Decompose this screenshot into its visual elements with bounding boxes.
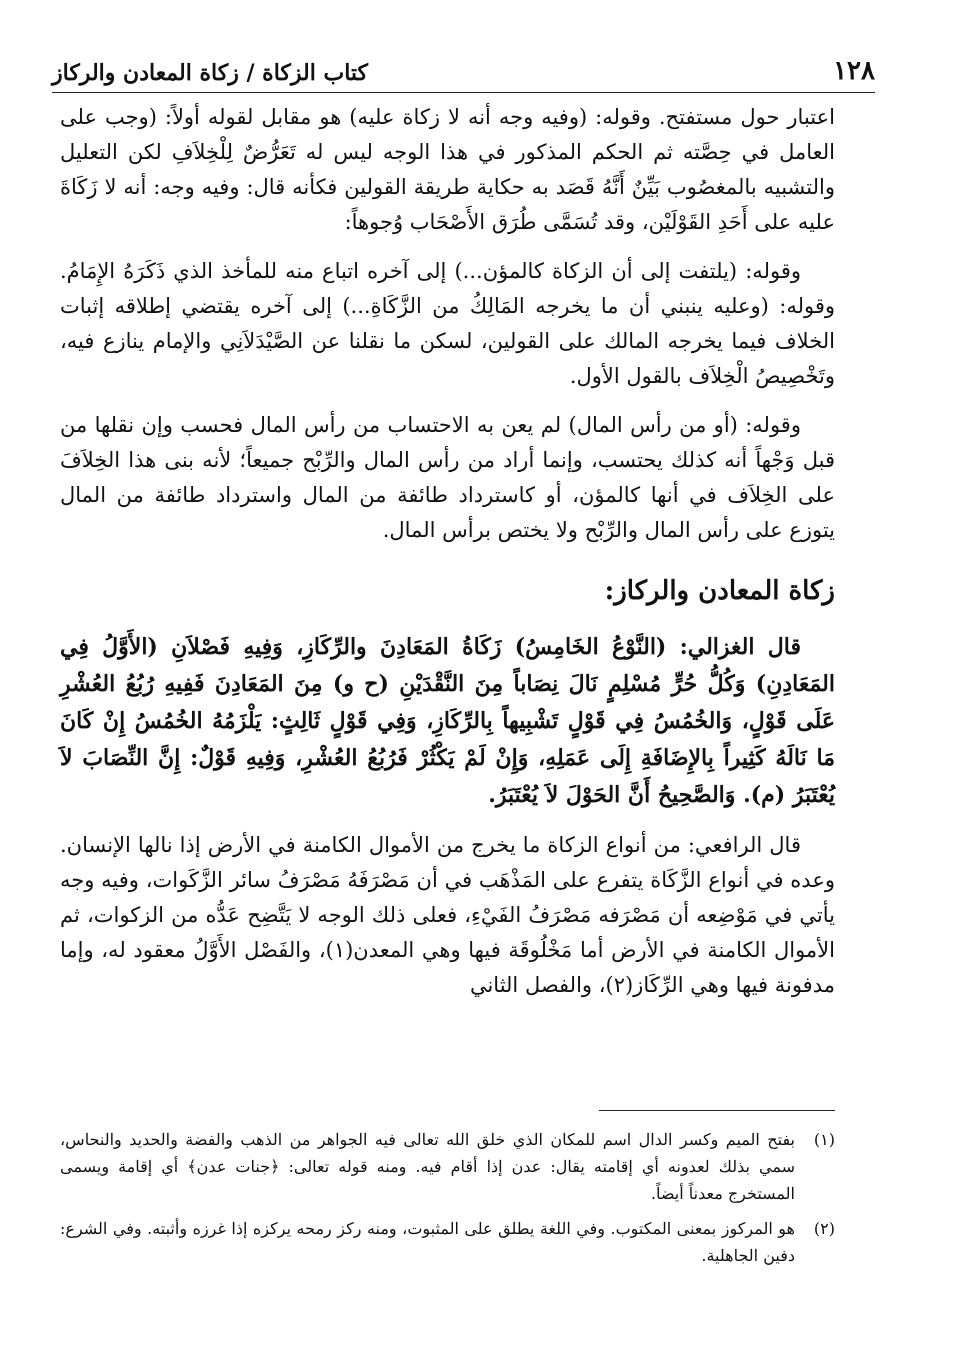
footnote-number: (١) — [813, 1130, 835, 1149]
footnote-number: (٢) — [813, 1219, 835, 1238]
running-header — [52, 36, 875, 93]
section-title: زكاة المعادن والركاز: — [604, 576, 835, 606]
footnote-text: بفتح الميم وكسر الدال اسم للمكان الذي خلق الله تعالى فيه الجواهر من الذهب والفضة والحديد والنحاس، سمي بذلك لعدونه أي إقامته يقال: عدن إذا أقام فيه. ومنه قوله تعالى: ﴿جنات عدن﴾ أي إقامة ويسمى المستخرج معدناً أيضاً. — [60, 1130, 795, 1203]
rafii-paragraph: قال الرافعي: من أنواع الزكاة ما يخرج من الأموال الكامنة في الأرض إذا نالها الإنسان. وعده في أنواع الزَّكَاة يتفرع على المَذْهَب في أن مَصْرَفَهُ مَصْرَفُ سائر الزَّكَوات، وفيه وجه يأتي في مَوْضِعه أن مَصْرَفه مَصْرَفُ الفَيْءِ، فعلى ذلك الوجه لا يَتَّضِح عَدُّه من الزكوات، ثم الأموال الكامنة في الأرض أما مَخْلُوقَة فيها وهي المعدن(١)، والفَصْل الأَوَّلُ معقود له، وإما مدفونة فيها وهي الرِّكَاز(٢)، والفصل الثاني — [60, 833, 835, 997]
footnote-divider — [599, 1110, 835, 1111]
footnote-text: هو المركوز بمعنى المكتوب. وفي اللغة يطلق على المثبوت، ومنه ركز رمحه يركزه إذا غرزه وأثبته. وفي الشرع: دفين الجاهلية. — [60, 1219, 795, 1265]
footnote — [60, 1215, 835, 1269]
paragraph: اعتبار حول مستفتح. وقوله: (وفيه وجه أنه لا زكاة عليه) هو مقابل لقوله أولاً: (وجب على العامل في حِصَّته ثم الحكم المذكور في هذا الوجه ليس له تَعَرُّضٌ لِلْخِلاَفِ لكن التعليل والتشبيه بالمغصُوب بَيِّنٌ أَنَّهُ قَصَد به حكاية طريقة القولين فكأنه قال: وفيه وجه: أنه لا زَكَاةَ عليه على أَحَدِ القَوْلَيْن، وقد تُسَمَّى طُرَق الأَصْحَاب وُجوهاً: — [60, 105, 835, 234]
header-title: كتاب الزكاة / زكاة المعادن والركاز — [52, 60, 369, 86]
main-text — [60, 100, 835, 1017]
paragraph: وقوله: (يلتفت إلى أن الزكاة كالمؤن...) إلى آخره اتباع منه للمأخذ الذي ذَكَرَهُ الإِمَامُ. وقوله: (وعليه ينبني أن ما يخرجه المَالِكُ من الزَّكَاةِ...) إلى آخره يقتضي إطلاقه إثبات الخلاف فيما يخرجه المالك على القولين، لسكن ما نقلنا عن الصَّيْدَلاَنِي والإمام ينازع فيه، وتَخْصِيصُ الْخِلاَف بالقول الأول. — [60, 259, 835, 388]
footnotes — [60, 1126, 835, 1277]
ghazali-paragraph: قال الغزالي: (النَّوْعُ الخَامِسُ) زَكَاةُ المَعَادِنَ والرِّكَازِ، وَفِيهِ فَصْلاَنِ (الأَوَّلُ فِي المَعَادِنِ) وَكُلُّ حُرٍّ مُسْلِمٍ نَالَ نِصَاباً مِنَ النَّقْدَيْنِ (ح و) مِنَ المَعَادِنَ فَفِيهِ رُبُعُ العُشْرِ عَلَى قَوْلٍ، وَالخُمُسُ فِي قَوْلٍ تَشْبِيهاً بِالرِّكَازِ، وَفِي قَوْلٍ ثَالِثٍ: يَلْزَمُهُ الخُمُسُ إِنْ كَانَ مَا نَالَهُ كَثِيراً بِالإِضَافَةِ إِلَى عَمَلِهِ، وَإِنْ لَمْ يَكْثُرْ فَرُبُعُ العُشْرِ، وَفِيهِ قَوْلٌ: إِنَّ النِّصَابَ لاَ يُعْتَبَرُ (م). وَالصَّحِيحُ أَنَّ الحَوْلَ لاَ يُعْتَبَرُ. — [60, 634, 835, 808]
paragraph: وقوله: (أو من رأس المال) لم يعن به الاحتساب من رأس المال فحسب وإن نقلها من قبل وَجْهاً أنه كذلك يحتسب، وإنما أراد من رأس المال والرِّبْح جميعاً؛ لأنه بنى هذا الخِلاَفَ على الخِلاَف في أنها كالمؤن، أو كاسترداد طائفة من المال واسترداد طائفة من المال يتوزع على رأس المال والرِّبْح ولا يختص برأس المال. — [60, 413, 835, 542]
footnote — [60, 1126, 835, 1207]
page-number: ١٢٨ — [833, 56, 875, 86]
